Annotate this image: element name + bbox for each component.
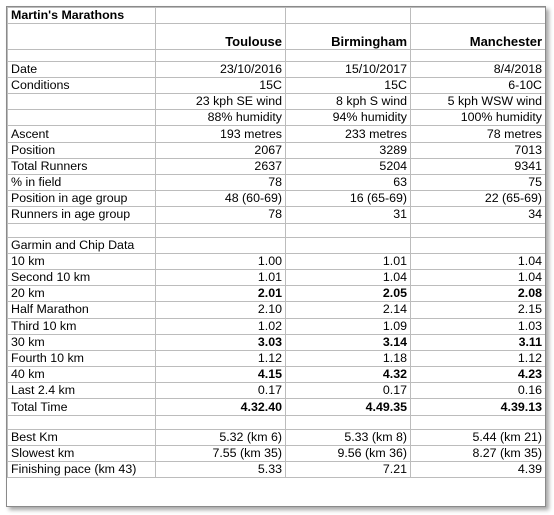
table-row: [8, 175, 546, 191]
cell-value: 78: [156, 207, 286, 223]
cell-value: 1.03: [411, 318, 546, 334]
row-label: Best Km: [8, 429, 156, 445]
cell-value: 4.15: [156, 367, 286, 383]
cell-value: 9341: [411, 158, 546, 174]
cell-value: 5.32 (km 6): [156, 429, 286, 445]
table-row: [8, 399, 546, 415]
row-label: Last 2.4 km: [8, 383, 156, 399]
row-label: Position: [8, 142, 156, 158]
blank-row: [8, 50, 546, 62]
cell-value: 1.02: [156, 318, 286, 334]
row-label: % in field: [8, 175, 156, 191]
cell-value: 8 kph S wind: [286, 94, 411, 110]
cell-value: 3289: [286, 142, 411, 158]
cell-value: 15/10/2017: [286, 61, 411, 77]
spreadsheet: [6, 6, 546, 507]
row-label: Finishing pace (km 43): [8, 462, 156, 478]
row-label: Fourth 10 km: [8, 350, 156, 366]
cell-value: 63: [286, 175, 411, 191]
cell-value: 8/4/2018: [411, 61, 546, 77]
cell-value: 2637: [156, 158, 286, 174]
row-label: Total Time: [8, 399, 156, 415]
cell-value: 1.12: [411, 350, 546, 366]
cell-value: 1.04: [411, 253, 546, 269]
cell-value: 4.39: [411, 462, 546, 478]
cell-value: 0.16: [411, 383, 546, 399]
cell-value: 193 metres: [156, 126, 286, 142]
cell-value: 100% humidity: [411, 110, 546, 126]
title-row: [8, 8, 546, 24]
cell-value: 1.18: [286, 350, 411, 366]
cell-value: 2.01: [156, 286, 286, 302]
cell-value: 8.27 (km 35): [411, 445, 546, 461]
row-label: Third 10 km: [8, 318, 156, 334]
cell-value: 88% humidity: [156, 110, 286, 126]
table-row: [8, 383, 546, 399]
cell-value: 3.14: [286, 334, 411, 350]
row-label: Slowest km: [8, 445, 156, 461]
cell-value: 23/10/2016: [156, 61, 286, 77]
row-label: Runners in age group: [8, 207, 156, 223]
row-label: 40 km: [8, 367, 156, 383]
table-row: [8, 286, 546, 302]
venue-header: Manchester: [411, 24, 546, 50]
table-row: [8, 462, 546, 478]
table-row: [8, 191, 546, 207]
cell-value: 2.05: [286, 286, 411, 302]
cell-value: 5 kph WSW wind: [411, 94, 546, 110]
cell-value: 1.04: [286, 269, 411, 285]
table-row: [8, 158, 546, 174]
row-label: [8, 110, 156, 126]
table-row: [8, 142, 546, 158]
row-label: Total Runners: [8, 158, 156, 174]
venue-header: Birmingham: [286, 24, 411, 50]
cell-value: 5204: [286, 158, 411, 174]
row-label: Position in age group: [8, 191, 156, 207]
table-row: [8, 302, 546, 318]
cell-value: 0.17: [286, 383, 411, 399]
table-row: [8, 94, 546, 110]
table-row: [8, 334, 546, 350]
cell-value: 2067: [156, 142, 286, 158]
venue-header: Toulouse: [156, 24, 286, 50]
row-label: Conditions: [8, 77, 156, 93]
table-row: [8, 61, 546, 77]
cell-value: 16 (65-69): [286, 191, 411, 207]
table-row: [8, 445, 546, 461]
cell-value: 78 metres: [411, 126, 546, 142]
cell-value: 9.56 (km 36): [286, 445, 411, 461]
cell-value: 5.44 (km 21): [411, 429, 546, 445]
cell-value: 7.55 (km 35): [156, 445, 286, 461]
table-row: [8, 269, 546, 285]
cell-value: 233 metres: [286, 126, 411, 142]
blank-row: [8, 223, 546, 237]
cell-value: 1.00: [156, 253, 286, 269]
row-label: 30 km: [8, 334, 156, 350]
cell-value: 4.23: [411, 367, 546, 383]
table-row: [8, 253, 546, 269]
cell-value: 15C: [156, 77, 286, 93]
table-row: [8, 429, 546, 445]
table-row: [8, 77, 546, 93]
cell-value: 3.11: [411, 334, 546, 350]
cell-value: 15C: [286, 77, 411, 93]
cell-value: 31: [286, 207, 411, 223]
cell-value: 7013: [411, 142, 546, 158]
table-row: [8, 318, 546, 334]
cell-value: 6-10C: [411, 77, 546, 93]
cell-value: 4.32.40: [156, 399, 286, 415]
cell-value: 2.08: [411, 286, 546, 302]
cell-value: 7.21: [286, 462, 411, 478]
cell-value: 78: [156, 175, 286, 191]
cell-value: 22 (65-69): [411, 191, 546, 207]
cell-value: 5.33: [156, 462, 286, 478]
cell-value: 1.04: [411, 269, 546, 285]
cell-value: 1.12: [156, 350, 286, 366]
cell-value: 1.09: [286, 318, 411, 334]
cell-value: 34: [411, 207, 546, 223]
cell-value: 4.49.35: [286, 399, 411, 415]
row-label: 10 km: [8, 253, 156, 269]
cell-value: 0.17: [156, 383, 286, 399]
venue-header-row: [8, 24, 546, 50]
cell-value: 4.32: [286, 367, 411, 383]
cell-value: 1.01: [286, 253, 411, 269]
cell-value: 1.01: [156, 269, 286, 285]
cell-value: 3.03: [156, 334, 286, 350]
table-row: [8, 207, 546, 223]
row-label: Date: [8, 61, 156, 77]
cell-value: 48 (60-69): [156, 191, 286, 207]
cell-value: 23 kph SE wind: [156, 94, 286, 110]
marathon-table: [7, 7, 546, 478]
blank-row: [8, 415, 546, 429]
cell-value: 2.15: [411, 302, 546, 318]
section-row: [8, 237, 546, 253]
row-label: Ascent: [8, 126, 156, 142]
table-row: [8, 367, 546, 383]
cell-value: 75: [411, 175, 546, 191]
cell-value: 2.14: [286, 302, 411, 318]
table-row: [8, 110, 546, 126]
cell-value: 5.33 (km 8): [286, 429, 411, 445]
cell-value: 2.10: [156, 302, 286, 318]
row-label: Second 10 km: [8, 269, 156, 285]
row-label: [8, 94, 156, 110]
row-label: 20 km: [8, 286, 156, 302]
table-row: [8, 350, 546, 366]
row-label: Half Marathon: [8, 302, 156, 318]
table-row: [8, 126, 546, 142]
table-title: Martin's Marathons: [8, 8, 156, 24]
section-label: Garmin and Chip Data: [8, 237, 156, 253]
cell-value: 4.39.13: [411, 399, 546, 415]
cell-value: 94% humidity: [286, 110, 411, 126]
